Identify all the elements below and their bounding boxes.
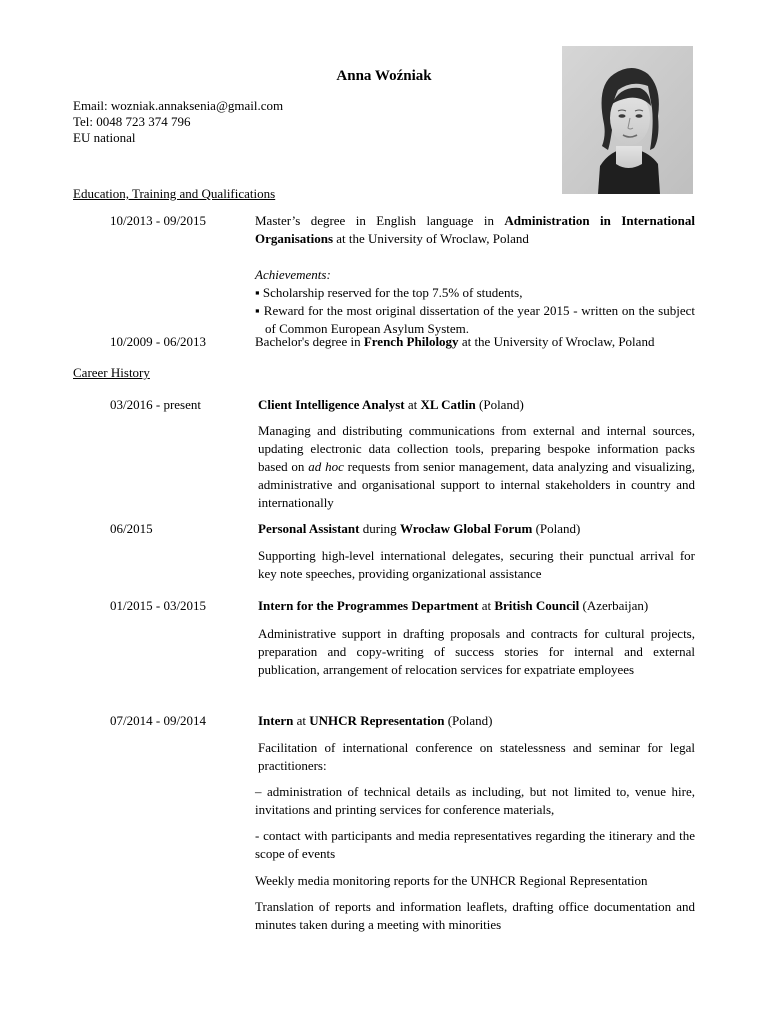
job-role: Personal Assistant [258,521,360,536]
job-description: Supporting high-level international delegates, securing their punctual arrival for key note speeches, providing organizational assistance [258,548,695,581]
job-location: (Azerbaijan) [582,598,649,613]
achievement-item: ▪ Scholarship reserved for the top 7.5% of students, [255,285,523,300]
nationality: EU national [73,130,136,145]
job-description-text: requests from senior management, data analyzing and visualizing, administrative and organisational support to internal stakeholders in country and internationally [258,459,695,510]
job-title-line [258,712,698,730]
job-role: Client Intelligence Analyst [258,397,405,412]
job-description-italic: ad hoc [308,459,344,474]
job-location: (Poland) [447,713,493,728]
job-connector: at [481,598,492,613]
job-date: 07/2014 - 09/2014 [110,713,207,728]
job-organization: British Council [494,598,580,613]
education-entry-bachelors [255,333,695,351]
section-title-education: Education, Training and Qualifications [73,186,276,201]
job-title-line [258,520,698,538]
profile-photo [562,46,693,194]
phone: Tel: 0048 723 374 796 [73,114,191,129]
job-connector: at [296,713,307,728]
job-description: Administrative support in drafting proposals and contracts for cultural projects, preparation and copy-writing of success stories for internal and external publication, arrangement of relocation services for expatriate employees [258,626,695,677]
contact-info [73,98,533,146]
degree-institution: at the University of Wroclaw, Poland [461,334,655,349]
job-date: 01/2015 - 03/2015 [110,598,207,613]
degree-field: French Philology [363,334,459,349]
candidate-name: Anna Woźniak [336,68,432,84]
job-description-text: Managing and distributing communications from external and internal sources, updating electronic data collection tools, preparing bespoke information packs based on [258,423,695,474]
job-role: Intern for the Programmes Department [258,598,479,613]
job-description [258,422,695,512]
job-connector: at [407,397,418,412]
degree-text: Master’s degree in English language in [255,213,494,228]
job-connector: during [362,521,397,536]
email: Email: wozniak.annaksenia@gmail.com [73,98,284,113]
job-location: (Poland) [535,521,581,536]
job-location: (Poland) [479,397,524,412]
job-description-para: – administration of technical details as including, but not limited to, venue hire, invitations and printing services for conference materials, [255,784,695,817]
job-organization: UNHCR Representation [309,713,445,728]
job-organization: Wrocław Global Forum [399,521,533,536]
education-entry-masters [255,212,695,338]
job-date: 06/2015 [110,521,153,536]
job-description-para: Facilitation of international conference on statelessness and seminar for legal practitioners: [258,740,695,773]
achievement-item: ▪ Reward for the most original dissertation of the year 2015 - written on the subject of Common European Asylum System. [255,303,695,336]
job-title-line [258,597,698,615]
job-description-para: - contact with participants and media representatives regarding the itinerary and the scope of events [255,828,695,861]
achievements-label: Achievements: [255,267,331,282]
job-title-line [258,396,698,414]
job-date: 03/2016 - present [110,397,201,412]
degree-institution: at the University of Wroclaw, Poland [336,231,529,246]
degree-field: Administration in International Organisations [255,213,696,246]
job-role: Intern [258,713,294,728]
education-date: 10/2013 - 09/2015 [110,213,207,228]
job-description-para: Weekly media monitoring reports for the UNHCR Regional Representation [255,873,648,888]
job-description-para: Translation of reports and information leaflets, drafting office documentation and minutes taken during a meeting with minorities [255,899,695,932]
degree-text: Bachelor's degree in [255,334,361,349]
job-organization: XL Catlin [420,397,476,412]
education-date: 10/2009 - 06/2013 [110,334,207,349]
section-title-career: Career History [73,365,150,380]
